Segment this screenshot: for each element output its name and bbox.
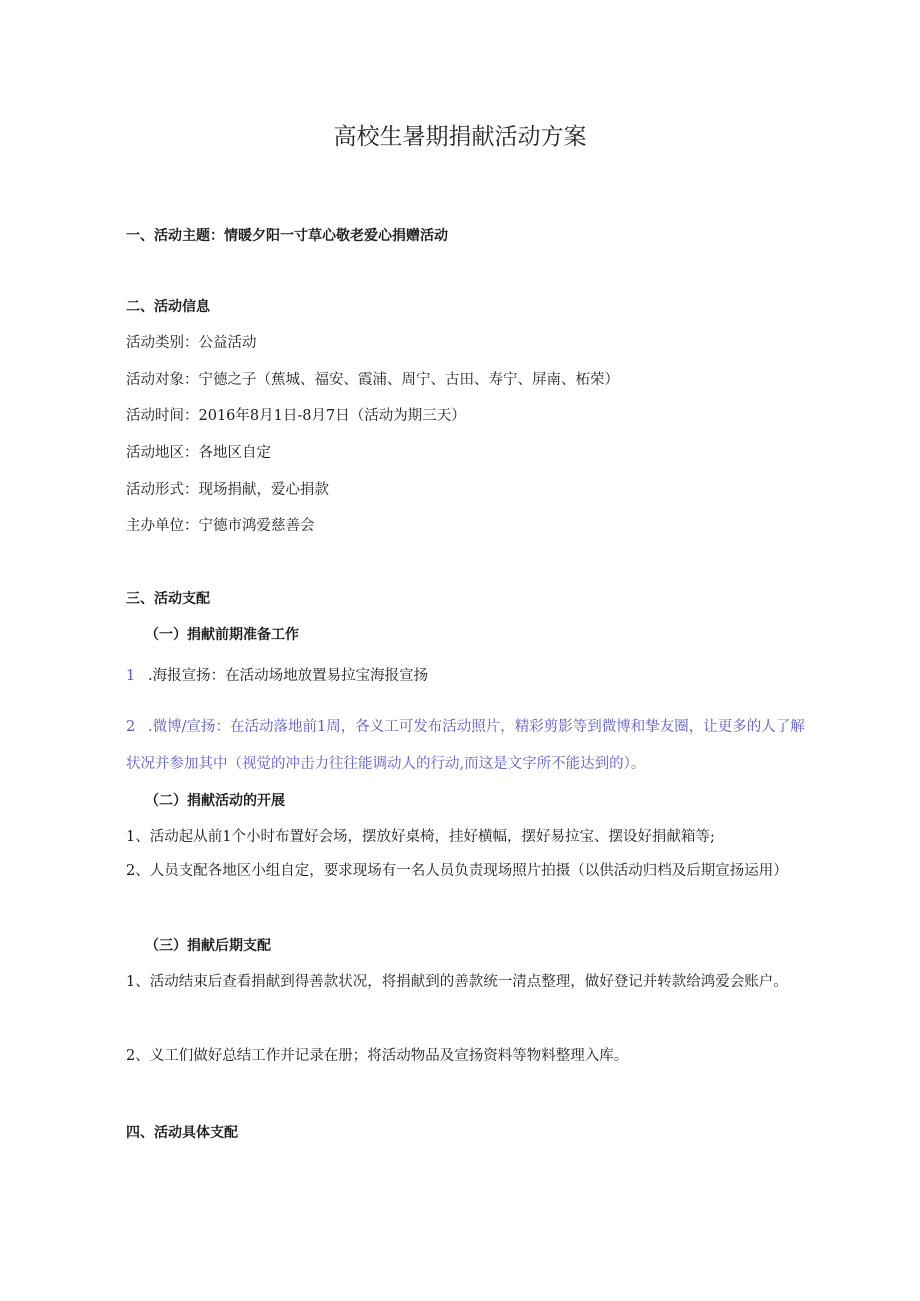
section-2-heading: 二、活动信息	[126, 299, 210, 315]
prep-item-poster-text: .海报宣扬：在活动场地放置易拉宝海报宣扬	[148, 668, 429, 684]
section-4-heading: 四、活动具体支配	[126, 1125, 238, 1141]
subsection-1-heading: （一）捐献前期准备工作	[145, 627, 299, 643]
prep-item-weibo	[126, 709, 806, 783]
prep-item-poster	[126, 666, 428, 686]
subsection-2-heading: （二）捐献活动的开展	[145, 793, 285, 809]
info-category: 活动类别：公益活动	[126, 335, 257, 351]
document-title: 高校生暑期捐献活动方案	[333, 124, 587, 150]
section-3-heading: 三、活动支配	[126, 591, 210, 607]
info-form: 活动形式：现场捐献，爱心捐款	[126, 482, 329, 498]
prep-item-poster-number: 1	[126, 668, 136, 684]
subsection-3-heading: （三）捐献后期支配	[145, 938, 271, 954]
prep-item-weibo-number: 2	[126, 719, 136, 735]
info-region: 活动地区：各地区自定	[126, 445, 271, 461]
post-item-funds: 1、活动结束后查看捐献到得善款状况，将捐献到的善款统一清点整理，做好登记并转款给鸿爱会账户。	[126, 974, 788, 990]
info-organizer: 主办单位：宁德市鸿爱慈善会	[126, 518, 315, 534]
event-item-staff: 2、人员支配各地区小组自定，要求现场有一名人员负责现场照片拍摄（以供活动归档及后期宣扬运用）	[126, 863, 788, 879]
info-target: 活动对象：宁德之子（蕉城、福安、霞浦、周宁、古田、寿宁、屏南、柘荣）	[126, 372, 619, 388]
info-time: 活动时间：2016年8月1日-8月7日（活动为期三天）	[126, 408, 466, 424]
section-1-heading: 一、活动主题：情暖夕阳一寸草心敬老爱心捐赠活动	[126, 228, 448, 244]
post-item-summary: 2、义工们做好总结工作并记录在册；将活动物品及宣扬资料等物料整理入库。	[126, 1048, 629, 1064]
event-item-setup: 1、活动起从前1个小时布置好会场，摆放好桌椅，挂好横幅，摆好易拉宝、摆设好捐献箱等;	[126, 829, 715, 845]
prep-item-weibo-text: .微博/宣扬：在活动落地前1周，各义工可发布活动照片，精彩剪影等到微博和挚友圈，让更多的人了解状况并参加其中（视觉的冲击力往往能调动人的行动,而这是文字所不能达到的）。	[126, 719, 805, 772]
